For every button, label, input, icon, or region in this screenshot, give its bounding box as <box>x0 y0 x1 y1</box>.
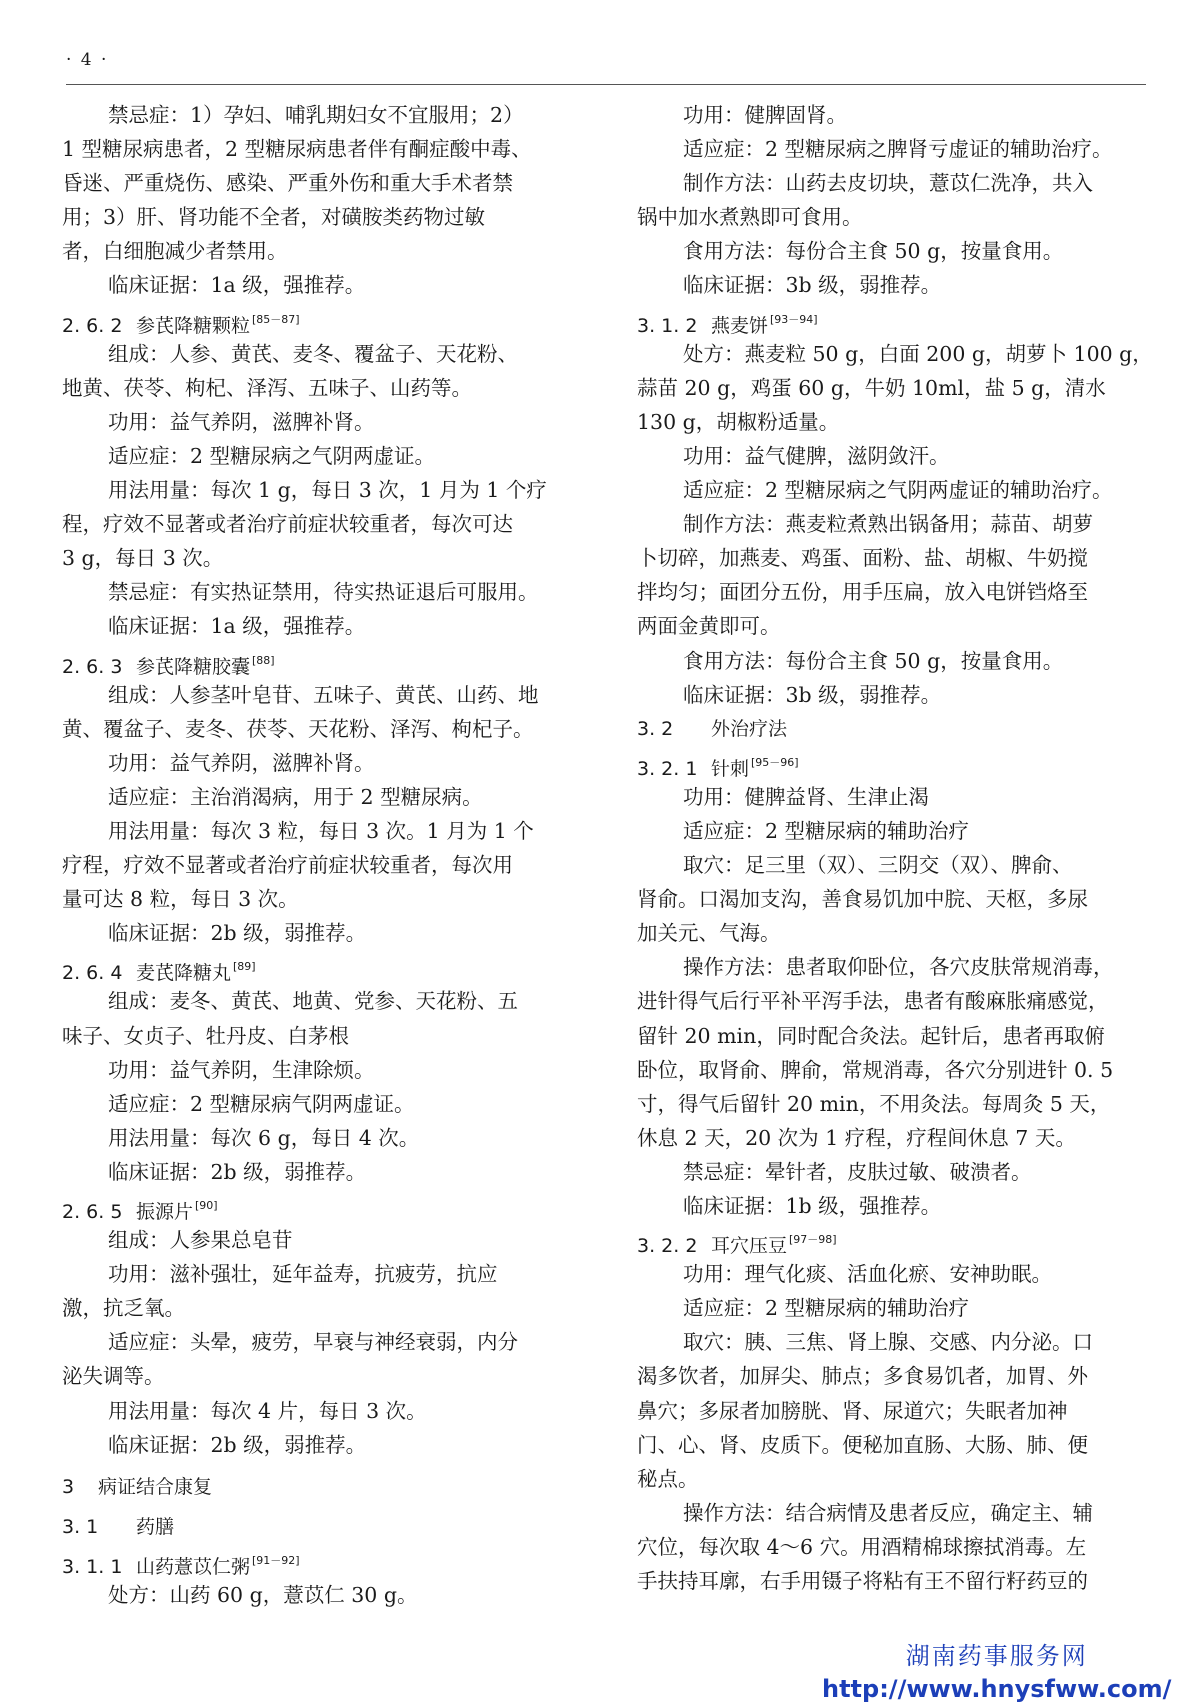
text-line: 用法用量：每次 4 片，每日 3 次。 <box>108 1398 427 1423</box>
citation-ref: [89] <box>233 960 256 974</box>
text-line: 临床证据：3b 级，弱推荐。 <box>683 682 942 707</box>
text-line: 操作方法：患者取仰卧位，各穴皮肤常规消毒， <box>683 955 1114 980</box>
citation-ref: [91－92] <box>252 1553 300 1567</box>
text-line: 取穴：胰、三焦、肾上腺、交感、内分泌。口 <box>683 1330 1093 1355</box>
text-line: 蒜苗 20 g，鸡蛋 60 g，牛奶 10ml，盐 5 g，清水 <box>637 375 1106 400</box>
text-line: 制作方法：山药去皮切块，薏苡仁洗净，共入 <box>683 171 1093 196</box>
citation-ref: [90] <box>195 1199 218 1212</box>
section-title: 燕麦饼 <box>711 314 769 337</box>
text-line: 黄、覆盆子、麦冬、茯苓、天花粉、泽泻、枸杞子。 <box>62 716 534 741</box>
text-line: 泌失调等。 <box>62 1364 165 1389</box>
text-line: 适应症：2 型糖尿病之气阴两虚证的辅助治疗。 <box>683 478 1113 503</box>
text-line: 组成：人参果总皂苷 <box>108 1228 293 1253</box>
text-line: 穴位，每次取 4～6 穴。用酒精棉球擦拭消毒。左 <box>637 1534 1087 1559</box>
section-number: 3 <box>62 1475 75 1498</box>
text-line: 临床证据：2b 级，弱推荐。 <box>108 1159 367 1184</box>
text-line: 功用：理气化痰、活血化瘀、安神助眠。 <box>683 1262 1052 1287</box>
text-line: 适应症：2 型糖尿病的辅助治疗 <box>683 818 970 843</box>
section-number: 3. 2. 2 <box>637 1235 698 1258</box>
text-line: 处方：山药 60 g，薏苡仁 30 g。 <box>108 1583 418 1608</box>
section-number: 3. 2. 1 <box>637 757 698 780</box>
section-heading <box>637 303 1143 337</box>
text-line: 用法用量：每次 1 g，每日 3 次，1 月为 1 个疗 <box>108 478 547 503</box>
section-title: 参芪降糖颗粒 <box>136 314 251 337</box>
section-title: 麦芪降糖丸 <box>136 962 232 985</box>
text-line: 拌均匀；面团分五份，用手压扁，放入电饼铛烙至 <box>637 580 1088 605</box>
text-line: 130 g，胡椒粉适量。 <box>637 409 840 434</box>
section-title: 参芪降糖胶囊 <box>136 655 251 678</box>
text-line: 鼻穴；多尿者加膀胱、肾、尿道穴；失眠者加神 <box>637 1398 1068 1423</box>
page-number: · 4 · <box>66 50 109 70</box>
text-line: 适应症：2 型糖尿病气阴两虚证。 <box>108 1091 415 1116</box>
section-number: 2. 6. 2 <box>62 314 123 337</box>
text-line: 锅中加水煮熟即可食用。 <box>637 205 863 230</box>
text-line: 渴多饮者，加屏尖、肺点；多食易饥者，加胃、外 <box>637 1364 1088 1389</box>
section-title: 振源片 <box>136 1201 194 1223</box>
watermark-url-link[interactable]: http://www.hnysfww.com/ <box>822 1675 1172 1703</box>
text-line: 3 g，每日 3 次。 <box>62 546 224 571</box>
text-line: 适应症：2 型糖尿病之气阴两虚证。 <box>108 443 436 468</box>
text-line: 适应症：2 型糖尿病之脾肾亏虚证的辅助治疗。 <box>683 137 1113 162</box>
text-line: 临床证据：1a 级，强推荐。 <box>108 273 366 298</box>
text-line: 休息 2 天，20 次为 1 疗程，疗程间休息 7 天。 <box>637 1125 1076 1150</box>
text-line: 用法用量：每次 3 粒，每日 3 次。1 月为 1 个 <box>108 818 534 843</box>
section-title: 病证结合康复 <box>98 1475 213 1498</box>
section-number: 2. 6. 3 <box>62 655 123 678</box>
citation-ref: [93－94] <box>770 312 818 326</box>
text-line: 肾俞。口渴加支沟，善食易饥加中脘、天枢，多尿 <box>637 887 1088 912</box>
text-line: 留针 20 min，同时配合灸法。起针后，患者再取俯 <box>637 1023 1105 1048</box>
left-column <box>62 98 567 1612</box>
section-heading <box>637 746 1143 780</box>
section-number: 2. 6. 4 <box>62 962 123 985</box>
section-heading <box>637 1223 1143 1257</box>
watermark <box>822 1636 1171 1703</box>
text-line: 操作方法：结合病情及患者反应，确定主、辅 <box>683 1500 1093 1525</box>
section-heading <box>62 1544 567 1578</box>
text-line: 用法用量：每次 6 g，每日 4 次。 <box>108 1125 420 1150</box>
text-line: 加关元、气海。 <box>637 921 781 946</box>
text-line: 味子、女贞子、牡丹皮、白茅根 <box>62 1023 349 1048</box>
section-number: 3. 2 <box>637 717 674 740</box>
text-line: 功用：健脾固肾。 <box>683 103 847 127</box>
text-line: 激，抗乏氧。 <box>62 1296 185 1321</box>
section-title: 外治疗法 <box>711 717 788 740</box>
text-line: 昏迷、严重烧伤、感染、严重外伤和重大手术者禁 <box>62 171 513 196</box>
right-column <box>637 98 1153 1598</box>
text-line: 临床证据：2b 级，弱推荐。 <box>108 1432 367 1457</box>
text-line: 禁忌症：晕针者，皮肤过敏、破溃者。 <box>683 1159 1032 1184</box>
text-line: 卜切碎，加燕麦、鸡蛋、面粉、盐、胡椒、牛奶搅 <box>637 546 1088 571</box>
text-line: 者，白细胞减少者禁用。 <box>62 239 288 264</box>
text-line: 功用：滋补强壮，延年益寿，抗疲劳，抗应 <box>108 1262 498 1287</box>
header-rule <box>66 84 1146 85</box>
section-number: 3. 1. 1 <box>62 1555 123 1578</box>
text-line: 功用：益气养阴，滋脾补肾。 <box>108 750 375 775</box>
section-title: 耳穴压豆 <box>711 1235 788 1258</box>
text-line: 手扶持耳廓，右手用镊子将粘有王不留行籽药豆的 <box>637 1569 1088 1594</box>
citation-ref: [88] <box>252 653 275 667</box>
section-heading <box>62 303 567 337</box>
citation-ref: [85－87] <box>252 312 300 326</box>
citation-ref: [97－98] <box>789 1233 837 1247</box>
text-line: 地黄、茯苓、枸杞、泽泻、五味子、山药等。 <box>62 375 472 400</box>
text-line: 禁忌症：1）孕妇、哺乳期妇女不宜服用；2） <box>108 103 524 127</box>
text-line: 组成：人参、黄芪、麦冬、覆盆子、天花粉、 <box>108 341 518 366</box>
text-line: 疗程，疗效不显著或者治疗前症状较重者，每次用 <box>62 853 513 878</box>
text-line: 临床证据：3b 级，弱推荐。 <box>683 273 942 298</box>
text-line: 功用：健脾益肾、生津止渴 <box>683 784 929 809</box>
text-line: 禁忌症：有实热证禁用，待实热证退后可服用。 <box>108 580 539 605</box>
text-line: 食用方法：每份合主食 50 g，按量食用。 <box>683 648 1064 673</box>
section-number: 2. 6. 5 <box>62 1201 123 1223</box>
citation-ref: [95－96] <box>751 755 799 769</box>
section-heading <box>637 712 1143 746</box>
text-line: 寸，得气后留针 20 min，不用灸法。每周灸 5 天， <box>637 1091 1111 1116</box>
text-line: 临床证据：1a 级，强推荐。 <box>108 614 366 639</box>
section-title: 针刺 <box>711 757 750 780</box>
text-line: 功用：益气养阴，滋脾补肾。 <box>108 409 375 434</box>
text-line: 两面金黄即可。 <box>637 614 781 639</box>
text-line: 1 型糖尿病患者，2 型糖尿病患者伴有酮症酸中毒、 <box>62 137 532 162</box>
section-heading <box>62 1470 567 1504</box>
text-line: 功用：益气养阴，生津除烦。 <box>108 1057 375 1082</box>
text-line: 组成：麦冬、黄芪、地黄、党参、天花粉、五 <box>108 989 518 1014</box>
section-number: 3. 1. 2 <box>637 314 698 337</box>
text-line: 组成：人参茎叶皂苷、五味子、黄芪、山药、地 <box>108 682 539 707</box>
text-line: 取穴：足三里（双）、三阴交（双）、脾俞、 <box>683 853 1073 878</box>
text-line: 进针得气后行平补平泻手法，患者有酸麻胀痛感觉， <box>637 989 1109 1014</box>
text-line: 处方：燕麦粒 50 g，白面 200 g，胡萝卜 100 g， <box>683 341 1153 366</box>
section-number: 3. 1 <box>62 1515 99 1538</box>
text-line: 程，疗效不显著或者治疗前症状较重者，每次可达 <box>62 512 513 537</box>
watermark-site-name: 湖南药事服务网 <box>905 1642 1088 1670</box>
text-line: 适应症：主治消渴病，用于 2 型糖尿病。 <box>108 784 483 809</box>
section-heading <box>62 1510 567 1544</box>
text-line: 适应症：头晕，疲劳，早衰与神经衰弱，内分 <box>108 1330 518 1355</box>
text-line: 制作方法：燕麦粒煮熟出锅备用；蒜苗、胡萝 <box>683 512 1093 537</box>
text-line: 门、心、肾、皮质下。便秘加直肠、大肠、肺、便 <box>637 1432 1088 1457</box>
text-line: 临床证据：2b 级，弱推荐。 <box>108 921 367 946</box>
text-line: 功用：益气健脾，滋阴敛汗。 <box>683 443 950 468</box>
text-line: 量可达 8 粒，每日 3 次。 <box>62 887 299 912</box>
text-line: 秘点。 <box>637 1466 699 1491</box>
section-heading <box>62 950 567 984</box>
text-line: 临床证据：1b 级，强推荐。 <box>683 1194 942 1218</box>
section-title: 山药薏苡仁粥 <box>136 1555 251 1578</box>
section-heading <box>62 1189 567 1223</box>
text-line: 用；3）肝、肾功能不全者，对磺胺类药物过敏 <box>62 205 486 230</box>
section-heading <box>62 644 567 678</box>
text-line: 卧位，取肾俞、脾俞，常规消毒，各穴分别进针 0. 5 <box>637 1057 1114 1082</box>
text-line: 食用方法：每份合主食 50 g，按量食用。 <box>683 239 1064 264</box>
section-title: 药膳 <box>136 1515 175 1538</box>
text-line: 适应症：2 型糖尿病的辅助治疗 <box>683 1296 970 1321</box>
